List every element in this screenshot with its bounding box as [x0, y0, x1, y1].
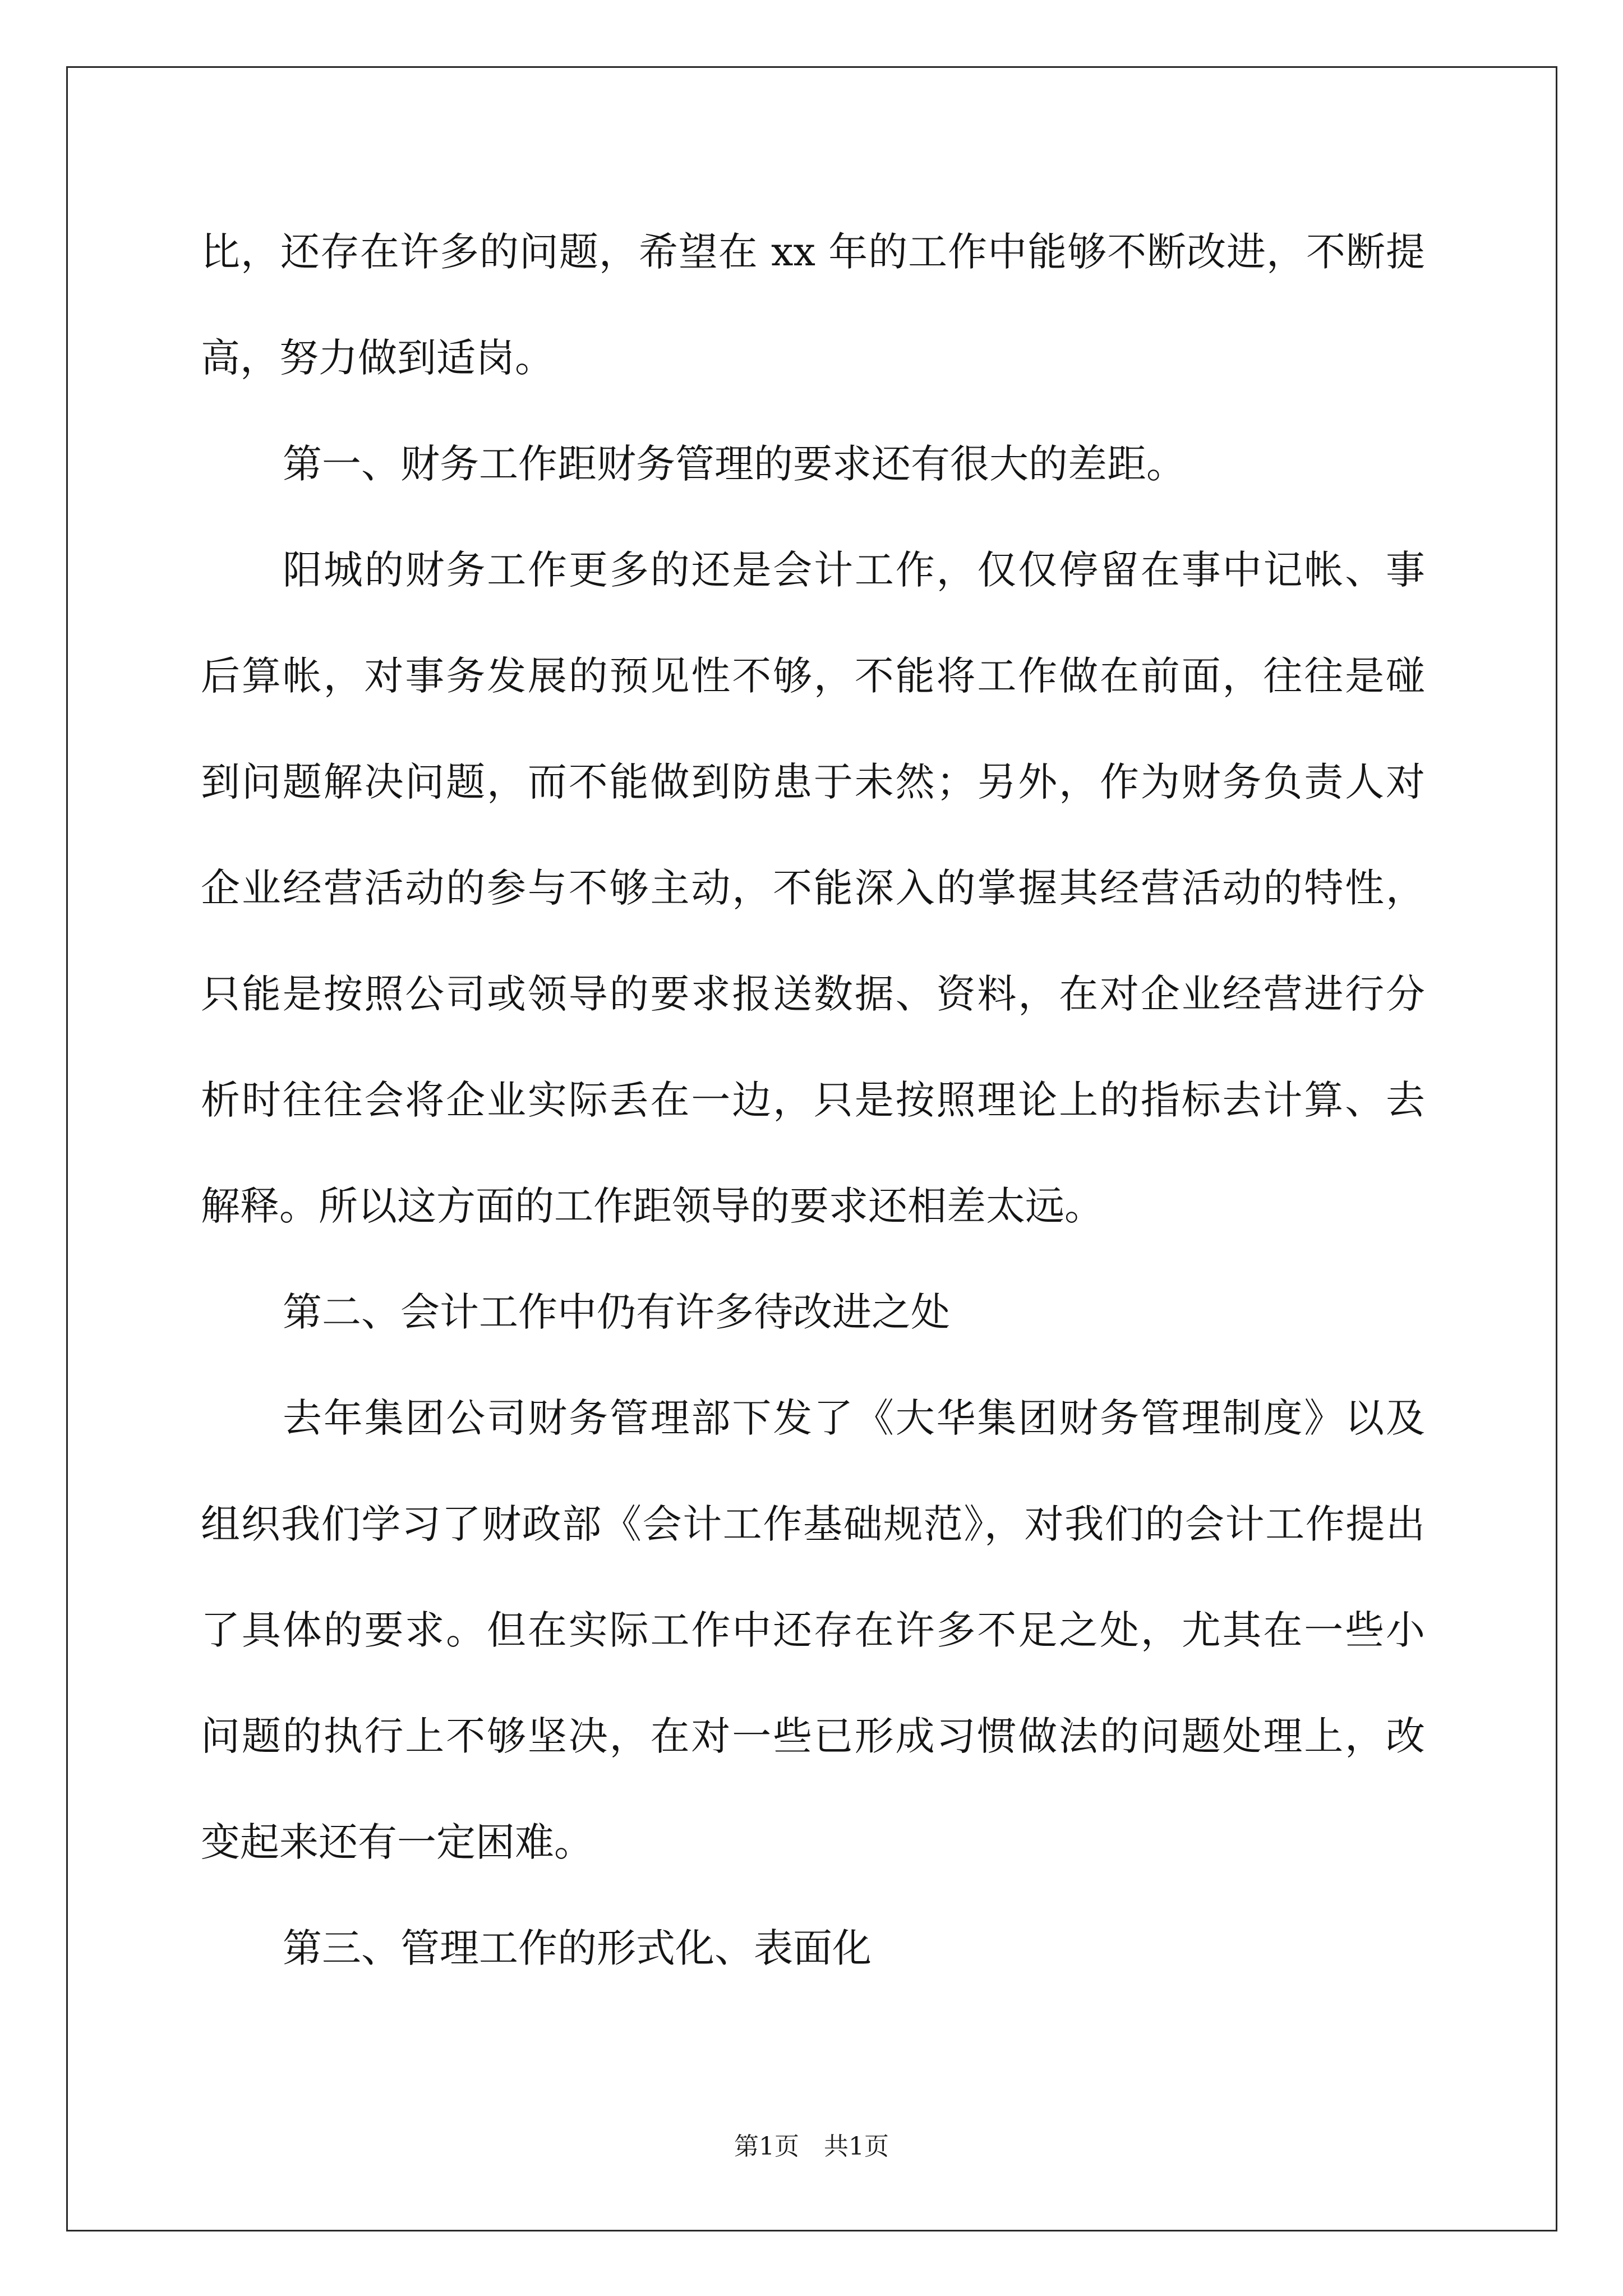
text-line: 变起来还有一定困难。 [201, 1819, 593, 1865]
paragraph [201, 1365, 1425, 1895]
text-line: 解释。所以这方面的工作距领导的要求还相差太远。 [201, 1183, 1104, 1229]
text-line: 组织我们学习了财政部《会计工作基础规范》，对我们的会计工作提出 [201, 1501, 1425, 1547]
text-line: 高，努力做到适岗。 [201, 335, 554, 381]
section-heading-1 [201, 411, 1425, 517]
paragraph-continuation [201, 199, 1425, 411]
text-line: 问题的执行上不够坚决，在对一些已形成习惯做法的问题处理上，改 [201, 1713, 1425, 1759]
text-line: 比，还存在许多的问题，希望在 xx 年的工作中能够不断改进，不断提 [201, 229, 1425, 275]
text-line: 析时往往会将企业实际丢在一边，只是按照理论上的指标去计算、去 [201, 1077, 1425, 1123]
paragraph [201, 517, 1425, 1259]
text-line: 第一、财务工作距财务管理的要求还有很大的差距。 [283, 441, 1186, 487]
text-line: 去年集团公司财务管理部下发了《大华集团财务管理制度》以及 [283, 1395, 1425, 1441]
section-heading-2 [201, 1259, 1425, 1365]
section-heading-3 [201, 1895, 1425, 2001]
text-line: 到问题解决问题，而不能做到防患于未然；另外，作为财务负责人对 [201, 759, 1425, 805]
text-line: 了具体的要求。但在实际工作中还存在许多不足之处，尤其在一些小 [201, 1607, 1425, 1653]
text-line: 企业经营活动的参与不够主动，不能深入的掌握其经营活动的特性， [201, 865, 1425, 911]
text-line: 第二、会计工作中仍有许多待改进之处 [283, 1289, 950, 1335]
text-line: 第三、管理工作的形式化、表面化 [283, 1925, 872, 1971]
text-line: 阳城的财务工作更多的还是会计工作，仅仅停留在事中记帐、事 [283, 547, 1425, 593]
page-footer: 第1页 共1页 [734, 2132, 889, 2161]
document-body [201, 199, 1425, 2001]
text-line: 只能是按照公司或领导的要求报送数据、资料，在对企业经营进行分 [201, 971, 1425, 1017]
text-line: 后算帐，对事务发展的预见性不够，不能将工作做在前面，往往是碰 [201, 653, 1425, 699]
